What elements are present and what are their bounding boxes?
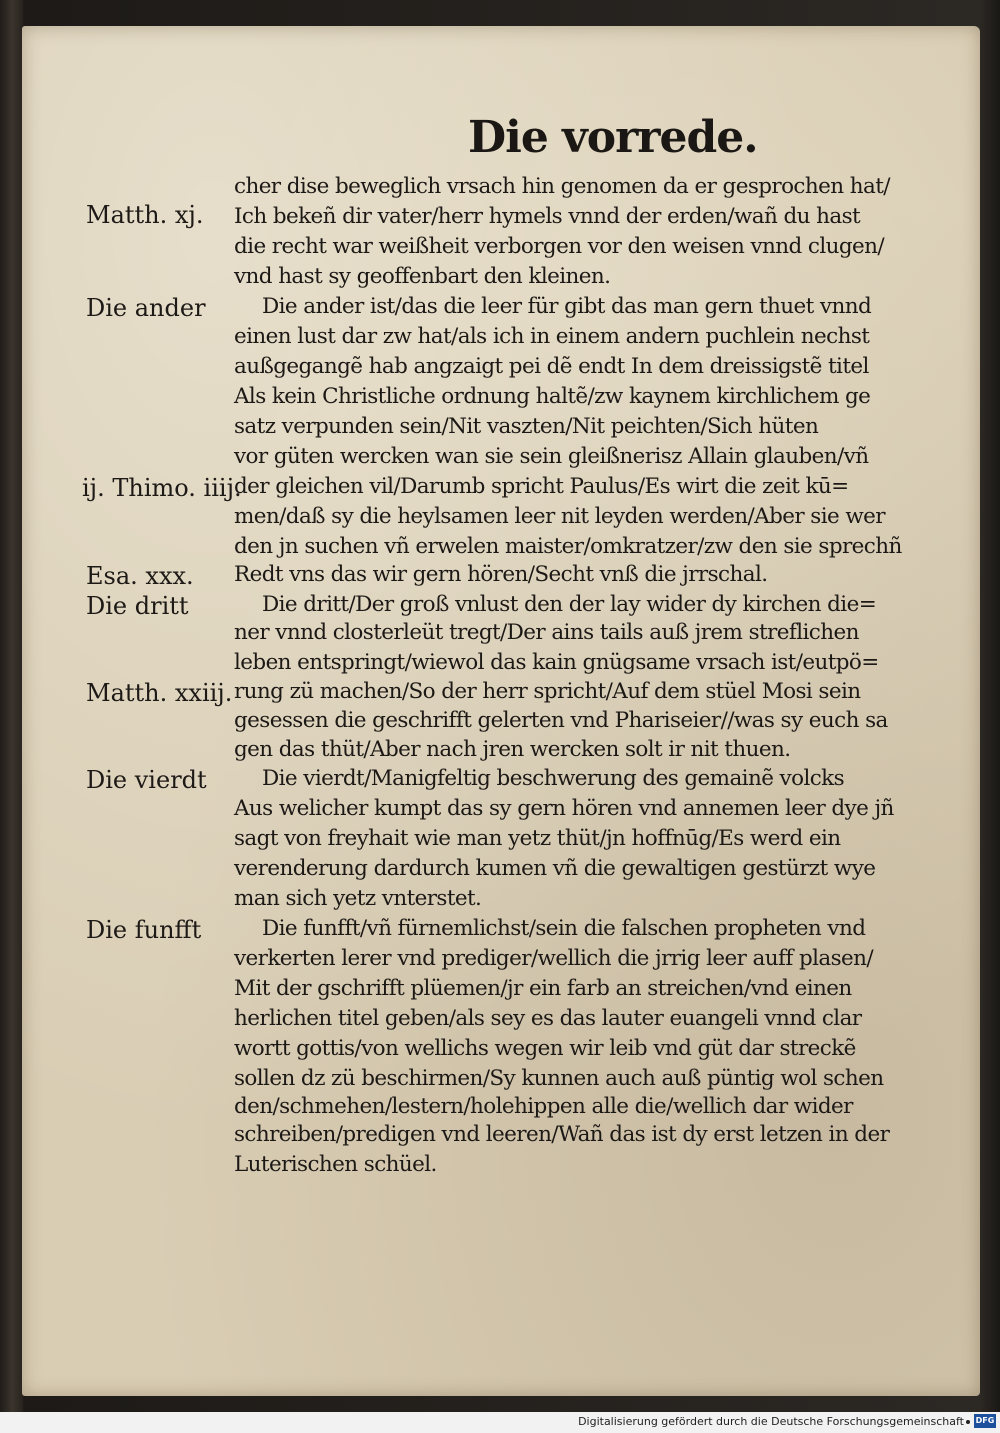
margin-note: Matth. xxiij. [86, 679, 233, 707]
text-line: Mit der gschrifft plüemen/jr ein farb an streichen/vnd einen [234, 976, 852, 1001]
text-line: verenderung dardurch kumen vñ die gewaltigen gestürzt wye [234, 856, 876, 881]
text-line: Ich bekeñ dir vater/herr hymels vnnd der erden/wañ du hast [234, 204, 861, 229]
text-line: sagt von freyhait wie man yetz thüt/jn hoffnūg/Es werd ein [234, 826, 841, 851]
text-line: Die dritt/Der groß vnlust den der lay wider dy kirchen die= [262, 592, 877, 617]
text-line: Aus welicher kumpt das sy gern hören vnd annemen leer dye jñ [234, 796, 894, 821]
digitization-credit: Digitalisierung gefördert durch die Deutsche Forschungsgemeinschaft [578, 1415, 964, 1428]
text-line: gen das thüt/Aber nach jren wercken solt ir nit thuen. [234, 737, 791, 762]
margin-note: Esa. xxx. [86, 562, 194, 590]
text-line: Als kein Christliche ordnung haltẽ/zw kaynem kirchlichem ge [234, 384, 871, 409]
separator-dot [966, 1420, 970, 1424]
text-line: den/schmehen/lestern/holehippen alle die/wellich dar wider [234, 1094, 853, 1119]
text-line: cher dise beweglich vrsach hin genomen da er gesprochen hat/ [234, 174, 890, 199]
text-line: vor güten wercken wan sie sein gleißnerisz Allain glauben/vñ [234, 444, 869, 469]
dfg-logo-icon: DFG [974, 1414, 996, 1428]
text-line: den jn suchen vñ erwelen maister/omkratzer/zw den sie sprechñ [234, 534, 902, 559]
text-line: sollen dz zü beschirmen/Sy kunnen auch auß püntig wol schen [234, 1066, 884, 1091]
text-line: Luterischen schüel. [234, 1152, 437, 1177]
text-line: men/daß sy die heylsamen leer nit leyden werden/Aber sie wer [234, 504, 885, 529]
text-line: Die funfft/vñ fürnemlichst/sein die falschen propheten vnd [262, 916, 866, 941]
margin-note: Die ander [86, 294, 206, 322]
text-line: Die ander ist/das die leer für gibt das man gern thuet vnnd [262, 294, 872, 319]
text-line: vnd hast sy geoffenbart den kleinen. [234, 264, 611, 289]
text-line: leben entspringt/wiewol das kain gnügsame vrsach ist/eutpö= [234, 650, 879, 675]
text-line: der gleichen vil/Darumb spricht Paulus/Es wirt die zeit kū= [234, 474, 849, 499]
text-line: schreiben/predigen vnd leeren/Wañ das ist dy erst letzen in der [234, 1122, 890, 1147]
text-line: rung zü machen/So der herr spricht/Auf dem stüel Mosi sein [234, 679, 861, 704]
text-line: man sich yetz vnterstet. [234, 886, 482, 911]
text-line: gesessen die geschrifft gelerten vnd Phariseier//was sy euch sa [234, 708, 888, 733]
text-line: herlichen titel geben/als sey es das lauter euangeli vnnd clar [234, 1006, 862, 1031]
text-line: verkerten lerer vnd prediger/wellich die jrrig leer auff plasen/ [234, 946, 874, 971]
text-line: ner vnnd closterleüt tregt/Der ains tails auß jrem streflichen [234, 620, 859, 645]
text-line: satz verpunden sein/Nit vaszten/Nit peichten/Sich hüten [234, 414, 819, 439]
page-heading: Die vorrede. [468, 112, 758, 163]
margin-note: Die vierdt [86, 766, 207, 794]
margin-note: ij. Thimo. iiij. [82, 474, 242, 502]
text-line: wortt gottis/von wellichs wegen wir leib vnd güt dar streckẽ [234, 1036, 856, 1061]
margin-note: Die funfft [86, 916, 202, 944]
text-line: einen lust dar zw hat/als ich in einem andern puchlein nechst [234, 324, 870, 349]
text-line: die recht war weißheit verborgen vor den weisen vnnd clugen/ [234, 234, 885, 259]
margin-note: Matth. xj. [86, 201, 204, 229]
text-line: Redt vns das wir gern hören/Secht vnß die jrrschal. [234, 562, 768, 587]
text-line: Die vierdt/Manigfeltig beschwerung des gemainẽ volcks [262, 766, 845, 791]
margin-note: Die dritt [86, 592, 189, 620]
text-line: außgegangẽ hab angzaigt pei dẽ endt In dem dreissigstẽ titel [234, 354, 869, 379]
